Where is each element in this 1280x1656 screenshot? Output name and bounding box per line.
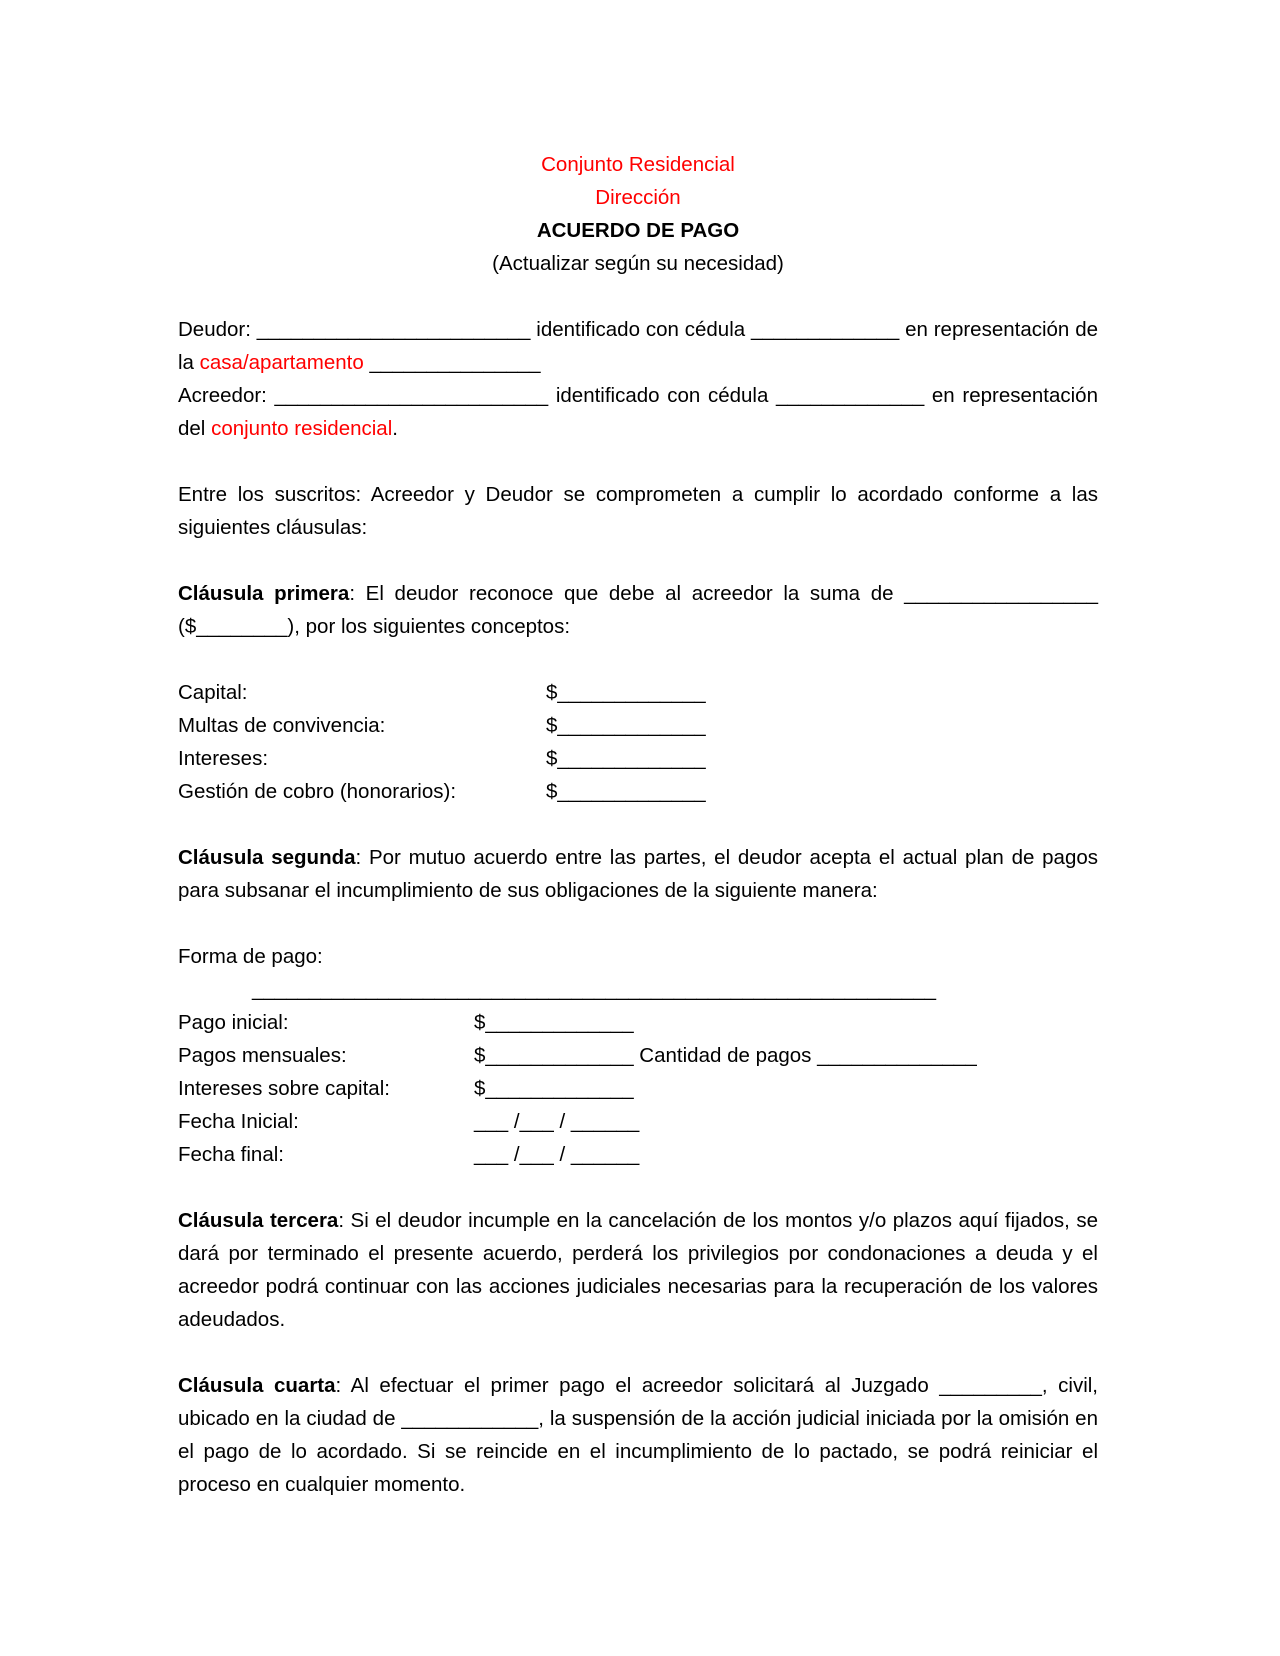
acreedor-text: Acreedor: ________________________ identificado con cédula _____________ en representación del — [178, 384, 1098, 440]
title-text: ACUERDO DE PAGO — [536, 219, 740, 242]
payments-list — [178, 1006, 1098, 1171]
concept-row — [178, 676, 1098, 709]
deudor-highlight: casa/apartamento — [199, 351, 364, 374]
clause-1-text: : El deudor reconoce que debe al acreedor la suma de _________________ ($________), por los siguientes conceptos: — [178, 582, 1098, 638]
payment-value: ___ /___ / ______ — [474, 1143, 640, 1166]
document-title — [178, 214, 1098, 247]
payment-row — [178, 1138, 1098, 1171]
concept-label: Gestión de cobro (honorarios): — [178, 780, 457, 803]
header-line2: Dirección — [595, 186, 681, 209]
payment-label: Pagos mensuales: — [178, 1044, 347, 1067]
payment-label: Fecha Inicial: — [178, 1110, 299, 1133]
payment-label: Fecha final: — [178, 1143, 284, 1166]
clause-4-title: Cláusula cuarta — [178, 1374, 336, 1397]
concept-row — [178, 775, 1098, 808]
concept-value: $_____________ — [546, 747, 706, 770]
concept-label: Intereses: — [178, 747, 269, 770]
concept-value: $_____________ — [546, 681, 706, 704]
document-subtitle: (Actualizar según su necesidad) — [492, 252, 784, 275]
acreedor-paragraph — [178, 379, 1098, 445]
clause-2-title: Cláusula segunda — [178, 846, 356, 869]
forma-de-pago-label: Forma de pago: — [178, 945, 323, 968]
deudor-text: Deudor: ________________________ identificado con cédula _____________ en representación de la — [178, 318, 1098, 374]
clause-1-title: Cláusula primera — [178, 582, 350, 605]
forma-de-pago-line: ____________________________________________________________ — [252, 978, 937, 1001]
payment-row — [178, 1039, 1098, 1072]
clause-3-text: : Si el deudor incumple en la cancelación de los montos y/o plazos aquí fijados, se dará por terminado el presente acuerdo, perderá los privilegios por condonaciones a deuda y el acreedor podrá continuar con las acciones judiciales necesarias para la recuperación de los valores adeudados. — [178, 1209, 1098, 1331]
acreedor-highlight: conjunto residencial — [211, 417, 393, 440]
concept-value: $_____________ — [546, 714, 706, 737]
payment-value: $_____________ Cantidad de pagos ______________ — [474, 1044, 977, 1067]
deudor-paragraph — [178, 313, 1098, 379]
clause-4-text: : Al efectuar el primer pago el acreedor solicitará al Juzgado _________, civil, ubicado en la ciudad de ____________, la suspensión de la acción judicial iniciada por la omisión en el pago de lo acordado. Si se reincide en el incumplimiento de lo pactado, se podrá reiniciar el proceso en cualquier momento. — [178, 1374, 1098, 1496]
concepts-list — [178, 676, 1098, 808]
payment-value: $_____________ — [474, 1011, 634, 1034]
payment-row — [178, 1006, 1098, 1039]
clause-1 — [178, 577, 1098, 643]
payment-label: Pago inicial: — [178, 1011, 289, 1034]
clause-3 — [178, 1204, 1098, 1336]
clause-2-text: : Por mutuo acuerdo entre las partes, el deudor acepta el actual plan de pagos para subsanar el incumplimiento de sus obligaciones de la siguiente manera: — [178, 846, 1099, 902]
concept-row — [178, 709, 1098, 742]
concept-label: Capital: — [178, 681, 248, 704]
concept-row — [178, 742, 1098, 775]
intro-paragraph: Entre los suscritos: Acreedor y Deudor se comprometen a cumplir lo acordado conforme a las siguientes cláusulas: — [178, 483, 1098, 539]
clause-4 — [178, 1369, 1098, 1501]
clause-2 — [178, 841, 1098, 907]
payment-row — [178, 1072, 1098, 1105]
payment-value: $_____________ — [474, 1077, 634, 1100]
clause-3-title: Cláusula tercera — [178, 1209, 339, 1232]
concept-label: Multas de convivencia: — [178, 714, 386, 737]
document-body — [178, 148, 1098, 1501]
payment-value: ___ /___ / ______ — [474, 1110, 640, 1133]
acreedor-end: . — [392, 417, 398, 440]
payment-row — [178, 1105, 1098, 1138]
deudor-blank: _______________ — [363, 351, 541, 374]
header-line1: Conjunto Residencial — [541, 153, 735, 176]
payment-label: Intereses sobre capital: — [178, 1077, 390, 1100]
concept-value: $_____________ — [546, 780, 706, 803]
